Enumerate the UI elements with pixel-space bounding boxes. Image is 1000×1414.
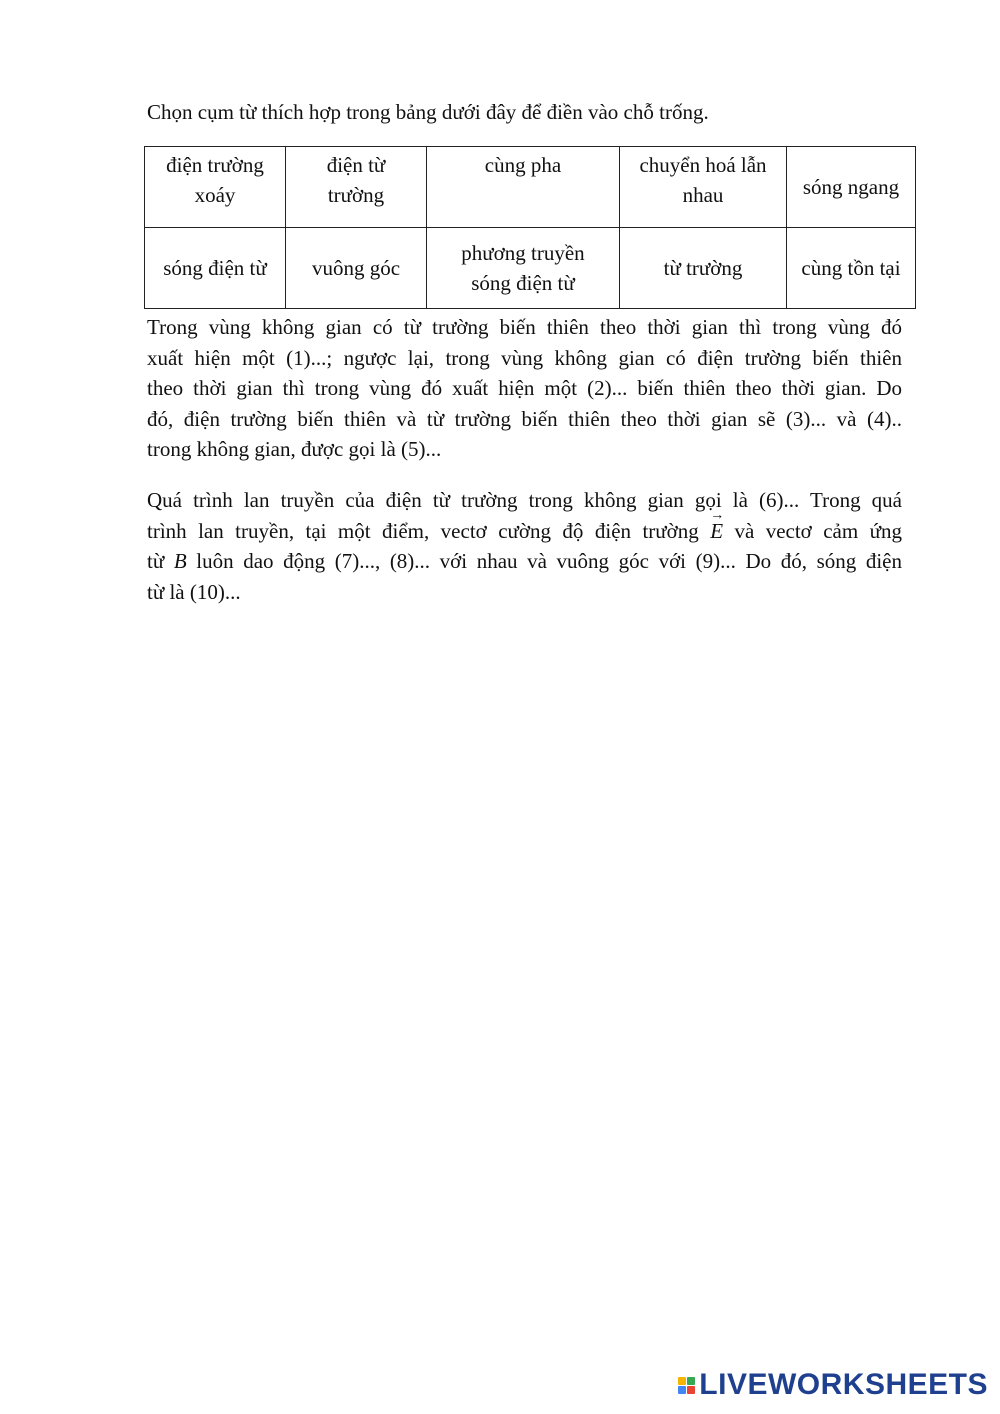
text-segment: từ: [147, 549, 174, 573]
paragraph-line: trong không gian, được gọi là (5)...: [147, 437, 442, 461]
cell-line: từ trường: [663, 256, 743, 280]
word-bank-cell: [145, 228, 286, 309]
word-bank-cell: [620, 228, 787, 309]
mark-square: [687, 1377, 695, 1385]
cell-line: cùng tồn tại: [801, 256, 901, 280]
liveworksheets-mark-icon: [678, 1377, 695, 1394]
cell-line: cùng pha: [484, 153, 562, 177]
cell-line: điện trường: [166, 153, 264, 177]
cell-line: chuyển hoá lẫn: [639, 153, 767, 177]
word-bank-cell: [787, 228, 916, 309]
word-bank-cell: [286, 147, 427, 228]
cell-line: nhau: [682, 183, 724, 207]
word-bank-cell: [427, 228, 620, 309]
text-segment: luôn dao động (7)..., (8)... với nhau và vuông góc với (9)... Do đó, sóng điện: [186, 549, 903, 573]
liveworksheets-logo: [678, 1370, 988, 1400]
cell-line: sóng điện từ: [471, 271, 575, 295]
cell-line: điện từ: [326, 153, 386, 177]
paragraph-electromagnetic-field: [147, 312, 902, 465]
mark-square: [678, 1377, 686, 1385]
word-bank-cell: [787, 147, 916, 228]
word-bank-cell: [286, 228, 427, 309]
vector-b-symbol: B: [173, 549, 187, 573]
paragraph-line: Trong vùng không gian có từ trường biến thiên theo thời gian thì trong vùng đó: [147, 315, 902, 339]
text-segment: trình lan truyền, tại một điểm, vectơ cường độ điện trường: [147, 518, 711, 543]
word-bank-cell: [427, 147, 620, 228]
instruction-text: Chọn cụm từ thích hợp trong bảng dưới đây để điền vào chỗ trống.: [147, 100, 709, 124]
word-bank-row: [145, 228, 916, 309]
paragraph-line: [147, 516, 902, 547]
paragraph-line: từ là (10)...: [147, 579, 241, 604]
mark-square: [687, 1386, 695, 1394]
cell-line: phương truyền: [461, 241, 585, 265]
cell-line: xoáy: [194, 183, 236, 207]
mark-square: [678, 1386, 686, 1394]
word-bank-table: [144, 146, 916, 309]
paragraph-line: đó, điện trường biến thiên và từ trường biến thiên theo thời gian sẽ (3)... và (4)..: [147, 406, 902, 431]
paragraph-line: theo thời gian thì trong vùng đó xuất hiện một (2)... biến thiên theo thời gian. Do: [147, 376, 902, 400]
paragraph-line: Quá trình lan truyền của điện từ trường trong không gian gọi là (6)... Trong quá: [147, 488, 902, 512]
word-bank-cell: [620, 147, 787, 228]
paragraph-electromagnetic-wave: [147, 485, 902, 607]
cell-line: trường: [327, 183, 385, 207]
cell-line: vuông góc: [311, 256, 401, 280]
brand-name: LIVEWORKSHEETS: [699, 1368, 988, 1401]
word-bank-row: [145, 147, 916, 228]
paragraph-line: xuất hiện một (1)...; ngược lại, trong vùng không gian có điện trường biến thiên: [147, 345, 902, 370]
cell-line: sóng điện từ: [163, 256, 267, 280]
text-segment: và vectơ cảm ứng: [723, 518, 902, 543]
paragraph-line: [147, 546, 902, 577]
vector-e-symbol: → E: [710, 516, 723, 547]
cell-line: sóng ngang: [802, 175, 900, 199]
word-bank-cell: [145, 147, 286, 228]
